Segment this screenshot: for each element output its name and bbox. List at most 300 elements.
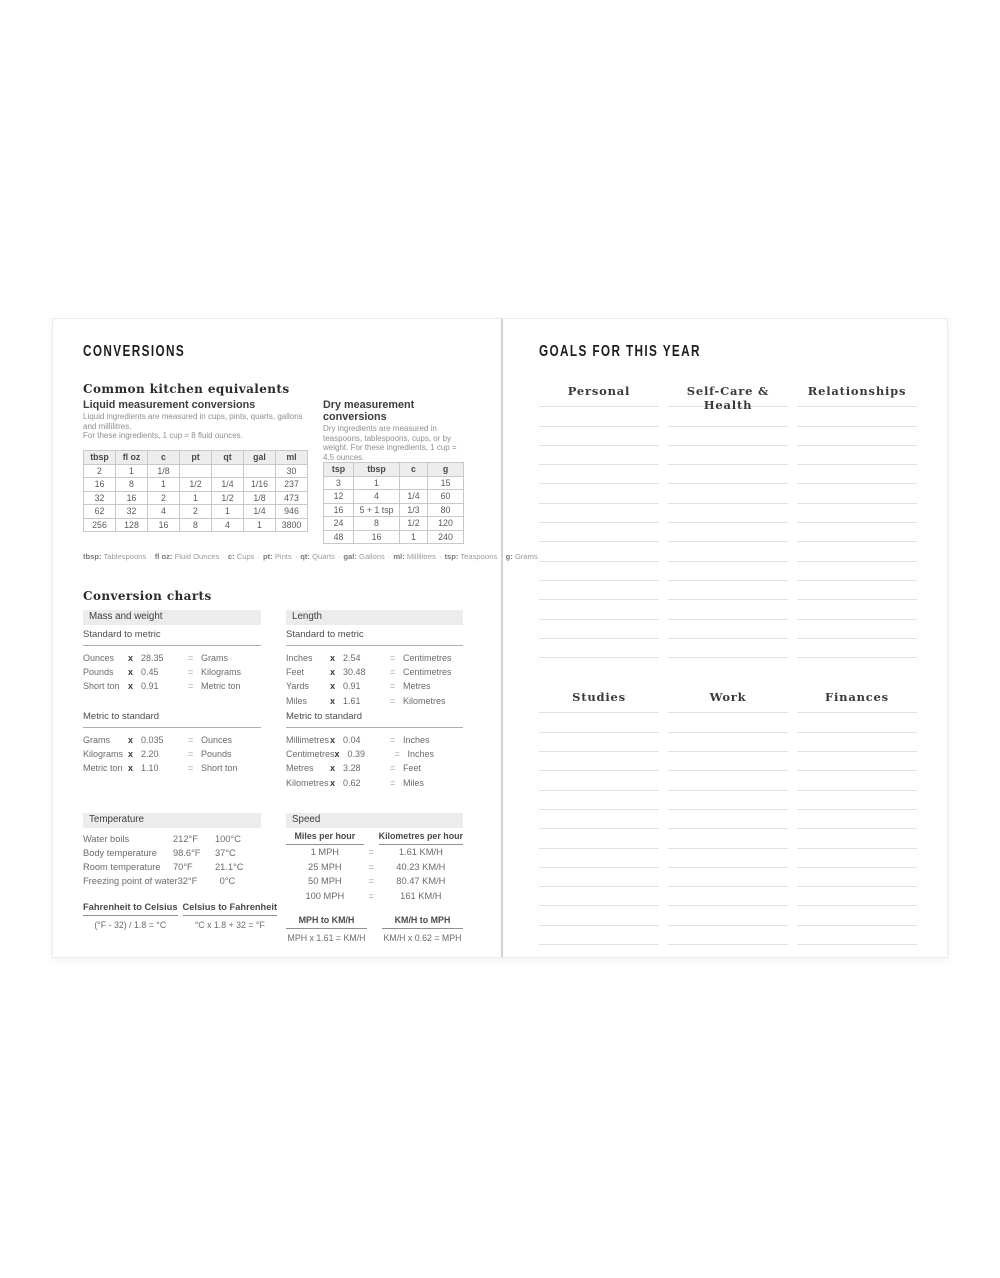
page-title-conversions: CONVERSIONS (83, 343, 186, 360)
conversion-row (286, 679, 463, 693)
kmh-value: 40.23 KM/H (396, 861, 446, 872)
separator: · (438, 552, 442, 561)
table-cell: 256 (84, 518, 116, 532)
ruled-line (668, 484, 788, 503)
conversion-label: Centimetres (286, 749, 335, 760)
ruled-line (668, 446, 788, 465)
ruled-line (668, 427, 788, 446)
conversion-result: Centimetres (403, 667, 452, 678)
writing-lines (539, 694, 659, 945)
equals-symbol: = (188, 749, 194, 760)
table-cell (400, 476, 428, 490)
abbr-label: Grams (514, 552, 538, 561)
conversion-factor: 1.61 (343, 695, 361, 706)
ruled-line (668, 829, 788, 848)
conversion-factor: 2.20 (141, 749, 159, 760)
conversion-result: Kilograms (201, 667, 242, 678)
ruled-line (797, 713, 917, 732)
multiply-symbol: x (330, 653, 336, 664)
abbr-label: Cups (236, 552, 255, 561)
abbr-label: Fluid Ounces (174, 552, 220, 561)
table-header-row (84, 451, 308, 465)
ruled-line (797, 733, 917, 752)
equals-symbol: = (188, 735, 194, 746)
table-cell: 32 (84, 491, 116, 505)
ruled-line (797, 562, 917, 581)
separator: · (337, 552, 341, 561)
conversion-label: Kilograms (83, 749, 124, 760)
table-cell: 2 (180, 505, 212, 519)
table-cell: 1/4 (400, 490, 428, 504)
conversion-row (286, 665, 463, 679)
abbr-label: Pints (274, 552, 292, 561)
table-cell: 3800 (276, 518, 308, 532)
temperature-banner: Temperature (83, 813, 261, 828)
conversion-result: Pounds (201, 749, 232, 760)
table-cell: 946 (276, 505, 308, 519)
formula-heading: Celsius to Fahrenheit (183, 902, 278, 916)
table-cell: 16 (84, 478, 116, 492)
equals-symbol: = (368, 876, 374, 886)
table-cell: 30 (276, 464, 308, 478)
goal-section-personal (539, 384, 659, 658)
table-cell: 2 (148, 491, 180, 505)
mass-length-section (83, 610, 463, 790)
ruled-line (539, 849, 659, 868)
goal-section-relationships (797, 384, 917, 658)
ruled-line (668, 600, 788, 619)
conversion-factor: 1.10 (141, 763, 159, 774)
conversion-label: Yards (286, 681, 309, 692)
table-cell: 16 (148, 518, 180, 532)
equals-symbol: = (394, 749, 400, 760)
table-cell: 1/4 (212, 478, 244, 492)
column-header: ml (276, 451, 308, 465)
ruled-line (539, 600, 659, 619)
liquid-conversions-heading: Liquid measurement conversions (83, 399, 256, 411)
multiply-symbol: x (334, 749, 340, 760)
column-header: g (428, 463, 464, 477)
abbr-label: Millilitres (406, 552, 436, 561)
abbr: ml: (393, 552, 405, 561)
ruled-line (668, 639, 788, 658)
table-cell: 62 (84, 505, 116, 519)
conversion-result: Miles (403, 777, 425, 788)
equals-symbol: = (390, 777, 396, 788)
ruled-line (539, 504, 659, 523)
ruled-line (539, 713, 659, 732)
table-cell: 1/2 (400, 517, 428, 531)
ruled-line (668, 771, 788, 790)
ruled-line (539, 791, 659, 810)
multiply-symbol: x (330, 667, 336, 678)
table-cell: 1/2 (180, 478, 212, 492)
ruled-line (668, 868, 788, 887)
ruled-line (539, 446, 659, 465)
equals-symbol: = (390, 681, 396, 692)
kmh-value: 1.61 KM/H (398, 847, 443, 857)
abbr: c: (227, 552, 235, 561)
ruled-line (668, 713, 788, 732)
temperature-label: Body temperature (83, 848, 157, 859)
table-cell: 1/8 (244, 491, 276, 505)
multiply-symbol: x (128, 735, 134, 746)
ruled-line (797, 752, 917, 771)
conversion-label: Ounces (83, 653, 115, 664)
table-row (84, 505, 308, 519)
ruled-line (668, 733, 788, 752)
ruled-line (539, 562, 659, 581)
dry-conversion-table (323, 462, 464, 544)
ruled-line (539, 829, 659, 848)
ruled-line (797, 829, 917, 848)
kitchen-equivalents-heading: Common kitchen equivalents (83, 382, 290, 396)
table-cell: 15 (428, 476, 464, 490)
abbr: g: (505, 552, 513, 561)
speed-column-header: Kilometres per hour (379, 831, 463, 845)
table-cell: 1 (148, 478, 180, 492)
ruled-line (797, 427, 917, 446)
multiply-symbol: x (128, 681, 134, 692)
conversion-factor: 0.39 (347, 749, 366, 760)
formula-heading: Fahrenheit to Celsius (83, 902, 178, 916)
spacer (367, 915, 382, 929)
conversion-result: Metres (403, 681, 431, 692)
table-cell: 1/4 (244, 505, 276, 519)
conversion-result: Feet (403, 763, 422, 774)
conversion-label: Grams (83, 735, 110, 746)
conversion-row (83, 747, 261, 761)
table-row (324, 517, 464, 531)
ruled-line (797, 465, 917, 484)
equals-symbol: = (368, 861, 374, 872)
conversion-label: Metres (286, 763, 314, 774)
table-cell: 32 (116, 505, 148, 519)
table-cell: 1 (180, 491, 212, 505)
table-cell: 4 (148, 505, 180, 519)
conversion-factor: 28.35 (141, 653, 164, 664)
ruled-line (539, 581, 659, 600)
formula-heading: KM/H to MPH (382, 915, 463, 929)
table-cell: 80 (428, 503, 464, 517)
conversion-result: Short ton (201, 763, 238, 774)
ruled-line (539, 484, 659, 503)
column-header: c (148, 451, 180, 465)
goals-grid (539, 384, 917, 945)
formula-text: °C x 1.8 + 32 = °F (194, 919, 265, 930)
equals-symbol: = (390, 667, 396, 678)
table-cell: 16 (116, 491, 148, 505)
ruled-line (668, 620, 788, 639)
table-cell: 1 (400, 530, 428, 544)
mph-value: 50 MPH (308, 876, 342, 886)
conversion-factor: 30.48 (343, 667, 366, 678)
ruled-line (668, 926, 788, 945)
table-cell: 8 (180, 518, 212, 532)
table-cell: 60 (428, 490, 464, 504)
celsius-value: 0°C (219, 876, 236, 887)
conversions-page (53, 319, 538, 957)
conversion-row (83, 651, 261, 665)
kmh-value: 80.47 KM/H (396, 876, 446, 886)
ruled-line (539, 620, 659, 639)
fahrenheit-value: 98.6°F (173, 848, 201, 859)
ruled-line (668, 887, 788, 906)
temperature-formulas (83, 901, 278, 930)
conversion-factor: 0.91 (343, 681, 361, 692)
multiply-symbol: x (128, 749, 134, 760)
multiply-symbol: x (128, 653, 134, 664)
ruled-line (668, 906, 788, 925)
ruled-line (797, 504, 917, 523)
celsius-value: 100°C (215, 833, 241, 844)
temperature-label: Freezing point of water (83, 876, 178, 887)
abbr-label: Tablespoons (103, 552, 147, 561)
table-cell: 2 (84, 464, 116, 478)
ruled-line (668, 523, 788, 542)
celsius-value: 37°C (215, 848, 236, 859)
ruled-line (797, 771, 917, 790)
ruled-line (668, 752, 788, 771)
ruled-line (539, 639, 659, 658)
goal-section-heading: Finances (825, 690, 889, 705)
mph-value: 25 MPH (308, 861, 342, 872)
conversion-factor: 0.62 (343, 777, 361, 788)
description-line: For these ingredients, 1 cup = 8 fluid ounces. (83, 431, 243, 441)
ruled-line (797, 581, 917, 600)
ruled-line (797, 810, 917, 829)
column-header: tsp (324, 463, 354, 477)
table-cell (212, 464, 244, 478)
speed-table (286, 831, 463, 903)
table-cell: 4 (354, 490, 400, 504)
conversion-row (286, 694, 463, 708)
table-cell: 16 (354, 530, 400, 544)
multiply-symbol: x (330, 763, 336, 774)
mass-weight-column (83, 610, 261, 790)
formula-text: MPH x 1.61 = KM/H (287, 932, 366, 943)
goal-section-studies (539, 690, 659, 945)
length-banner: Length (286, 610, 463, 625)
formula-text: KM/H x 0.62 = MPH (383, 932, 462, 943)
table-cell: 1/8 (148, 464, 180, 478)
conversion-row (286, 651, 463, 665)
mph-value: 1 MPH (310, 847, 340, 857)
temperature-row (83, 846, 261, 860)
conversion-factor: 0.91 (141, 681, 159, 692)
table-row (84, 478, 308, 492)
table-cell: 1 (116, 464, 148, 478)
table-cell: 473 (276, 491, 308, 505)
table-cell: 1 (244, 518, 276, 532)
subsection-heading: Metric to standard (83, 707, 261, 728)
planner-spread (52, 318, 948, 958)
table-cell (180, 464, 212, 478)
length-standard-to-metric (286, 625, 463, 707)
column-header: qt (212, 451, 244, 465)
separator: · (294, 552, 298, 561)
formula-heading: MPH to KM/H (286, 915, 367, 929)
temperature-rows (83, 832, 261, 889)
equals-symbol: = (188, 681, 194, 692)
ruled-line (668, 465, 788, 484)
separator: · (500, 552, 503, 561)
multiply-symbol: x (330, 777, 336, 788)
ruled-line (797, 620, 917, 639)
ruled-line (797, 446, 917, 465)
conversion-label: Feet (286, 667, 305, 678)
fahrenheit-value: 212°F (173, 833, 198, 844)
equals-symbol: = (188, 653, 194, 664)
table-header-row (324, 463, 464, 477)
ruled-line (797, 523, 917, 542)
abbreviations-footnote (83, 552, 538, 561)
multiply-symbol: x (330, 735, 336, 746)
ruled-line (668, 542, 788, 561)
conversion-result: Inches (407, 749, 435, 760)
conversion-row (286, 761, 463, 775)
ruled-line (539, 407, 659, 426)
table-cell: 1/16 (244, 478, 276, 492)
multiply-symbol: x (128, 763, 134, 774)
formula-text: (°F - 32) / 1.8 = °C (94, 919, 167, 930)
ruled-line (797, 600, 917, 619)
length-metric-to-standard (286, 707, 463, 790)
column-header: fl oz (116, 451, 148, 465)
multiply-symbol: x (330, 681, 336, 692)
table-cell: 120 (428, 517, 464, 531)
abbr: tbsp: (83, 552, 102, 561)
kmh-value: 161 KM/H (400, 890, 442, 901)
conversion-result: Ounces (201, 735, 233, 746)
temperature-speed-section (83, 813, 463, 943)
table-row (324, 530, 464, 544)
table-cell: 240 (428, 530, 464, 544)
equals-symbol: = (188, 763, 194, 774)
temperature-row (83, 860, 261, 874)
table-cell: 5 + 1 tsp (354, 503, 400, 517)
temperature-row (83, 874, 261, 888)
mass-metric-to-standard (83, 707, 261, 776)
conversion-label: Metric ton (83, 763, 123, 774)
column-header: gal (244, 451, 276, 465)
equals-symbol: = (390, 735, 396, 746)
mph-value: 100 MPH (305, 890, 345, 901)
speed-banner: Speed (286, 813, 463, 828)
table-cell: 24 (324, 517, 354, 531)
ruled-line (668, 791, 788, 810)
column-header: pt (180, 451, 212, 465)
temperature-label: Room temperature (83, 862, 161, 873)
table-cell: 1/2 (212, 491, 244, 505)
liquid-conversion-table (83, 450, 308, 532)
separator: · (387, 552, 391, 561)
ruled-line (668, 849, 788, 868)
goal-section-heading: Self-Care & Health (686, 384, 770, 412)
ruled-line (797, 407, 917, 426)
ruled-line (797, 639, 917, 658)
conversion-factor: 0.04 (343, 735, 361, 746)
table-row (84, 518, 308, 532)
ruled-line (797, 542, 917, 561)
abbr: gal: (343, 552, 357, 561)
conversion-label: Pounds (83, 667, 114, 678)
ruled-line (668, 562, 788, 581)
conversion-label: Short ton (83, 681, 120, 692)
ruled-line (539, 542, 659, 561)
equals-symbol: = (390, 653, 396, 664)
equals-symbol: = (368, 890, 374, 901)
writing-lines (668, 388, 788, 658)
mass-standard-to-metric (83, 625, 261, 707)
ruled-line (797, 484, 917, 503)
ruled-line (539, 906, 659, 925)
ruled-line (668, 504, 788, 523)
ruled-line (797, 906, 917, 925)
ruled-line (539, 771, 659, 790)
kitchen-tables-section (83, 399, 463, 544)
ruled-line (668, 581, 788, 600)
equals-symbol: = (368, 847, 374, 857)
ruled-line (539, 752, 659, 771)
abbr-label: Teaspoons (460, 552, 498, 561)
conversion-row (83, 733, 261, 747)
conversion-row (286, 776, 463, 790)
celsius-to-fahrenheit (183, 902, 278, 930)
abbr: fl oz: (154, 552, 173, 561)
subsection-heading: Standard to metric (83, 625, 261, 646)
abbr-label: Gallons (359, 552, 385, 561)
conversion-label: Miles (286, 695, 308, 706)
conversion-result: Centimetres (403, 653, 452, 664)
ruled-line (797, 849, 917, 868)
description-line: Liquid ingredients are measured in cups, pints, quarts, gallons and millilitres. (83, 412, 303, 431)
conversion-label: Inches (286, 653, 313, 664)
mass-weight-banner: Mass and weight (83, 610, 261, 625)
liquid-conversions-column (83, 399, 308, 544)
conversion-factor: 3.28 (343, 763, 361, 774)
multiply-symbol: x (330, 695, 336, 706)
length-column (286, 610, 463, 790)
table-cell: 1 (354, 476, 400, 490)
dry-conversions-column (323, 399, 463, 544)
conversion-row (83, 679, 261, 693)
writing-lines (797, 694, 917, 945)
table-row (324, 503, 464, 517)
goal-section-heading: Work (709, 690, 747, 705)
conversion-factor: 0.45 (141, 667, 159, 678)
table-row (324, 476, 464, 490)
conversion-label: Millimetres (286, 735, 330, 746)
speed-column (286, 813, 463, 943)
goal-section-self-care-health (668, 384, 788, 658)
ruled-line (539, 523, 659, 542)
conversion-row (83, 761, 261, 775)
table-cell (244, 464, 276, 478)
separator: · (257, 552, 260, 561)
ruled-line (797, 791, 917, 810)
goal-section-heading: Relationships (807, 384, 907, 398)
speed-formulas (286, 915, 463, 943)
column-header: tbsp (84, 451, 116, 465)
table-row (324, 490, 464, 504)
ruled-line (539, 887, 659, 906)
fahrenheit-value: 70°F (173, 862, 193, 873)
goal-section-heading: Studies (572, 690, 626, 705)
table-cell: 8 (354, 517, 400, 531)
equals-symbol: = (390, 763, 396, 774)
temperature-column (83, 813, 278, 943)
